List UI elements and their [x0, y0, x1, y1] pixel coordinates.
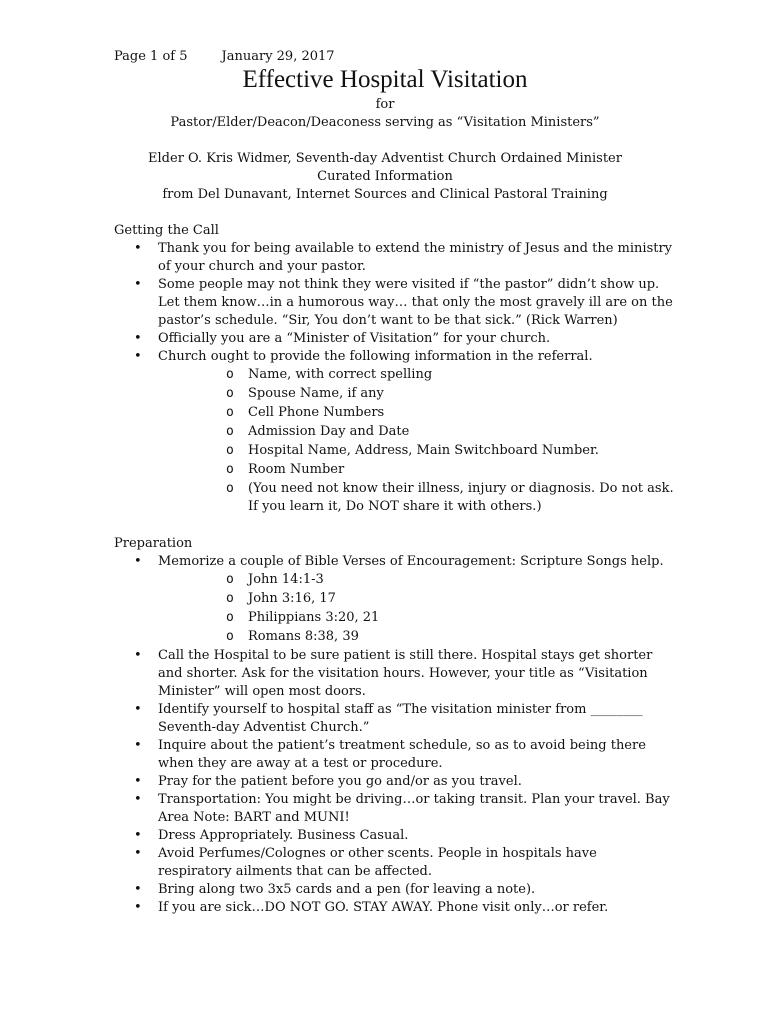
- bullet-item: [114, 348, 674, 516]
- bullet-text: If you are sick…DO NOT GO. STAY AWAY. Phone visit only…or refer.: [158, 900, 609, 915]
- author-line: Elder O. Kris Widmer, Seventh-day Adventist Church Ordained Minister: [148, 151, 622, 166]
- sub-item: o Spouse Name, if any: [158, 385, 674, 403]
- sub-list: [158, 366, 674, 516]
- bullet-item: [114, 845, 674, 881]
- sub-item: o John 3:16, 17: [158, 590, 674, 608]
- subtitle-line: Pastor/Elder/Deacon/Deaconess serving as “Visitation Ministers”: [170, 115, 600, 130]
- bullet-text: Memorize a couple of Bible Verses of Encouragement: Scripture Songs help.: [158, 554, 664, 569]
- section-getting-the-call: [114, 222, 674, 516]
- bullet-item: [114, 701, 674, 737]
- sub-item: o Cell Phone Numbers: [158, 404, 674, 422]
- sub-item: o Philippians 3:20, 21: [158, 609, 674, 627]
- bullet-text: Some people may not think they were visited if “the pastor” didn’t show up. Let them know…in a humorous way… that only the most gravely ill are on the pastor’s schedule. “Sir, You don’t want to be that sick.” (Rick Warren): [158, 277, 673, 328]
- bullet-item: [114, 827, 674, 845]
- sub-item: o Romans 8:38, 39: [158, 628, 674, 646]
- sub-item: o Name, with correct spelling: [158, 366, 674, 384]
- bullet-text: Pray for the patient before you go and/or as you travel.: [158, 774, 522, 789]
- bullet-item: [114, 737, 674, 773]
- bullet-item: [114, 791, 674, 827]
- title-block: [0, 64, 770, 204]
- bullet-item: [114, 240, 674, 276]
- section-preparation: [114, 535, 674, 917]
- section-heading: Preparation: [114, 536, 193, 551]
- bullet-list: [114, 240, 674, 516]
- bullet-item: [114, 773, 674, 791]
- bullet-text: Transportation: You might be driving…or taking transit. Plan your travel. Bay Area Note: BART and MUNI!: [158, 792, 670, 825]
- bullet-item: [114, 553, 674, 646]
- bullet-text: Call the Hospital to be sure patient is still there. Hospital stays get shorter and shorter. Ask for the visitation hours. However, your title as “Visitation Minister” will open most doors.: [158, 648, 653, 699]
- bullet-item: [114, 881, 674, 899]
- bullet-item: [114, 276, 674, 330]
- author-line: from Del Dunavant, Internet Sources and Clinical Pastoral Training: [162, 187, 608, 202]
- bullet-text: Thank you for being available to extend the ministry of Jesus and the ministry of your church and your pastor.: [158, 241, 673, 274]
- bullet-text: Inquire about the patient’s treatment schedule, so as to avoid being there when they are away at a test or procedure.: [158, 738, 646, 771]
- sub-item: o Admission Day and Date: [158, 423, 674, 441]
- header-date: January 29, 2017: [221, 49, 335, 64]
- bullet-text: Officially you are a “Minister of Visitation” for your church.: [158, 331, 551, 346]
- bullet-item: [114, 899, 674, 917]
- bullet-item: [114, 330, 674, 348]
- document-title: Effective Hospital Visitation: [242, 66, 528, 93]
- bullet-list: [114, 553, 674, 917]
- bullet-text: Avoid Perfumes/Colognes or other scents. People in hospitals have respiratory ailments that can be affected.: [158, 846, 597, 879]
- sub-item: o (You need not know their illness, injury or diagnosis. Do not ask. If you learn it, Do NOT share it with others.): [158, 480, 674, 516]
- sub-item: o Hospital Name, Address, Main Switchboard Number.: [158, 442, 674, 460]
- sub-item: o John 14:1-3: [158, 571, 674, 589]
- sub-item: o Room Number: [158, 461, 674, 479]
- subtitle-line: for: [375, 97, 395, 112]
- page-number: Page 1 of 5: [114, 49, 188, 64]
- author-line: Curated Information: [317, 169, 453, 184]
- bullet-text: Bring along two 3x5 cards and a pen (for leaving a note).: [158, 882, 536, 897]
- bullet-text: Church ought to provide the following information in the referral.: [158, 349, 593, 364]
- bullet-text: Dress Appropriately. Business Casual.: [158, 828, 409, 843]
- bullet-item: [114, 647, 674, 701]
- bullet-text: Identify yourself to hospital staff as “The visitation minister from ________ Seventh-day Adventist Church.”: [158, 702, 643, 735]
- sub-list: [158, 571, 674, 646]
- section-heading: Getting the Call: [114, 223, 219, 238]
- document-body: [114, 222, 674, 917]
